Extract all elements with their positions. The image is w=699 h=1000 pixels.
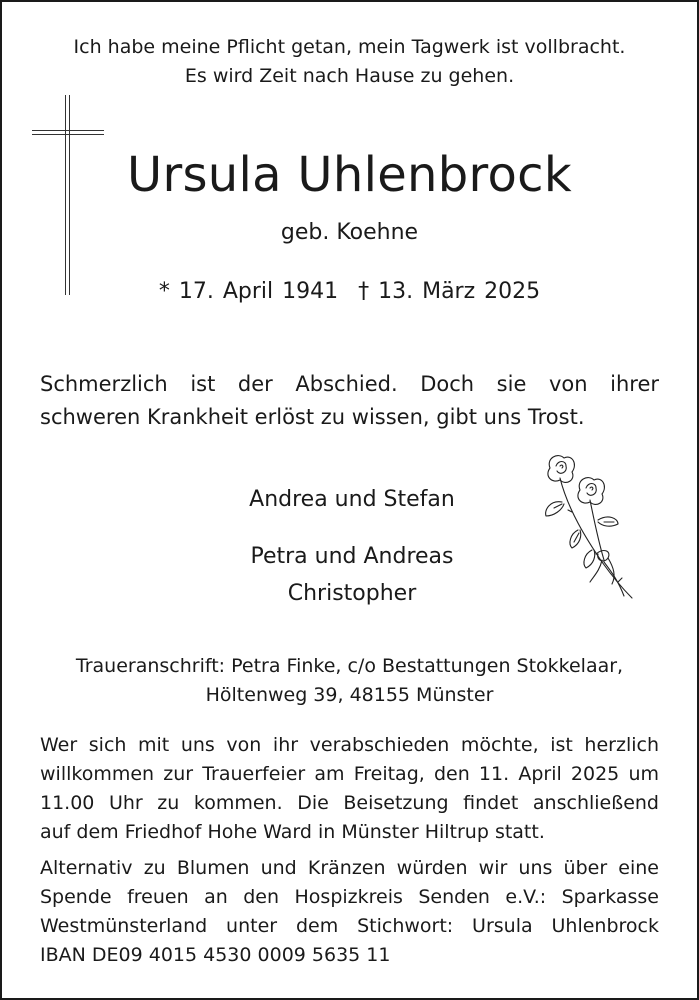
ceremony-line-2: willkommen zur Trauerfeier am Freitag, den 11. April 2025 um — [40, 763, 659, 785]
maiden-name: geb. Koehne — [280, 220, 419, 245]
ceremony-line-3: 11.00 Uhr zu kommen. Die Beisetzung findet anschließend — [40, 792, 659, 814]
quote — [2, 33, 697, 91]
death-date: † 13. März 2025 — [358, 279, 541, 304]
donation-paragraph — [40, 854, 659, 970]
donation-line-1: Alternativ zu Blumen und Kränzen würden wir uns über eine — [40, 857, 659, 879]
rose-illustration-icon — [532, 450, 642, 600]
ceremony-line-1: Wer sich mit uns von ihr verabschieden möchte, ist herzlich — [40, 734, 659, 756]
donation-line-4: IBAN DE09 4015 4530 0009 5635 11 — [40, 944, 391, 966]
message-line-1: Schmerzlich ist der Abschied. Doch sie von ihrer — [40, 372, 659, 396]
ceremony-line-4: auf dem Friedhof Hohe Ward in Münster Hiltrup statt. — [40, 821, 545, 843]
family-line-3: Christopher — [287, 581, 417, 606]
life-dates — [2, 276, 697, 308]
message-paragraph — [40, 368, 659, 434]
quote-line-1: Ich habe meine Pflicht getan, mein Tagwerk ist vollbracht. — [73, 36, 626, 58]
birth-date: * 17. April 1941 — [158, 279, 339, 304]
address-line-1: Traueranschrift: Petra Finke, c/o Bestattungen Stokkelaar, — [75, 655, 624, 677]
ceremony-paragraph — [40, 731, 659, 847]
donation-line-2: Spende freuen an den Hospizkreis Senden e.V.: Sparkasse — [40, 886, 659, 908]
quote-line-2: Es wird Zeit nach Hause zu gehen. — [184, 65, 515, 87]
donation-line-3: Westmünsterland unter dem Stichwort: Ursula Uhlenbrock — [40, 915, 659, 937]
address-line-2: Höltenweg 39, 48155 Münster — [205, 684, 494, 706]
message-line-2: schweren Krankheit erlöst zu wissen, gibt uns Trost. — [40, 405, 585, 429]
family-line-1: Andrea und Stefan — [249, 487, 455, 512]
deceased-name: Ursula Uhlenbrock — [127, 147, 572, 203]
mourning-address — [2, 652, 697, 710]
family-line-2: Petra und Andreas — [250, 544, 454, 569]
